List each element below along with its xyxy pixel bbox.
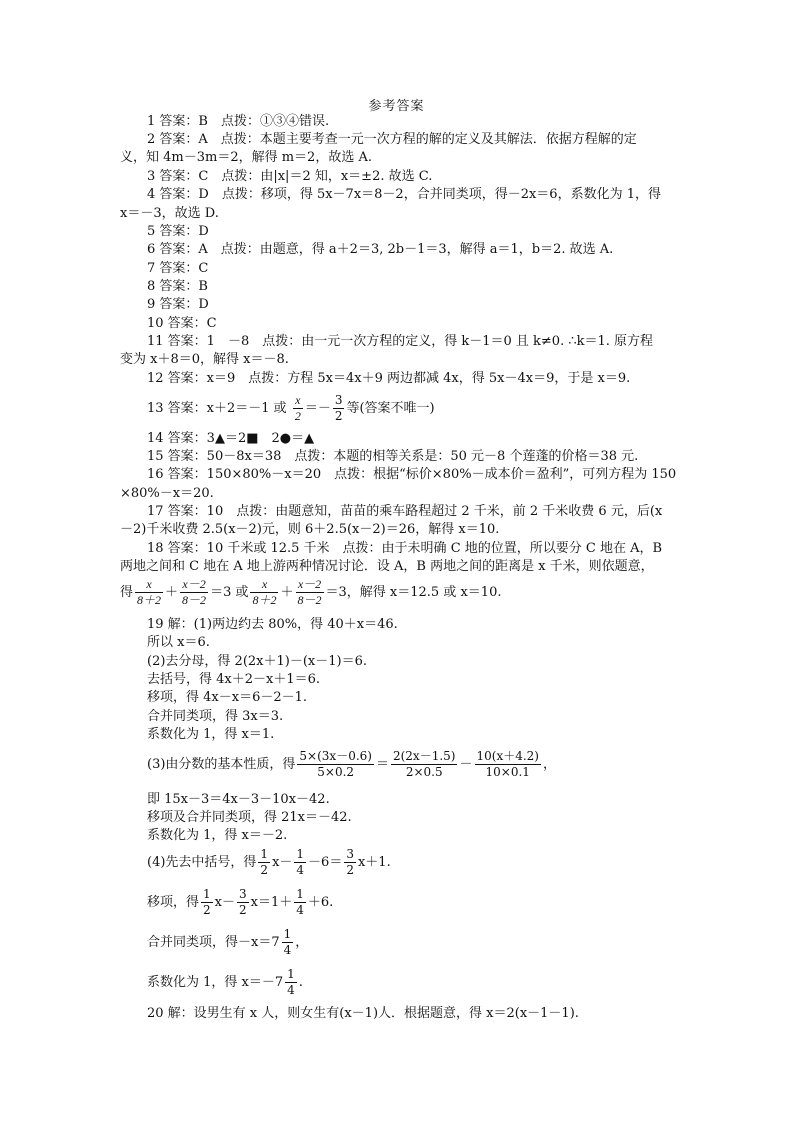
denominator: 8＋2 xyxy=(252,593,277,607)
answer-14: 14 答案：3▲＝2■ 2●＝▲ xyxy=(147,431,315,446)
text: 合并同类项，得－x＝7 xyxy=(147,935,280,950)
denominator: 8－2 xyxy=(297,593,322,607)
answer-16-line-1: 16 答案：150×80%－x＝20 点拨：根据“标价×80%－成本价＝盈利”，可列方程为 150 xyxy=(147,467,677,482)
text: ＝3，解得 x＝12.5 或 x＝10. xyxy=(325,585,502,600)
fraction xyxy=(293,393,303,424)
fraction xyxy=(250,577,278,608)
fraction xyxy=(201,887,213,918)
answer-11-line-2: 变为 x＋8＝0，解得 x＝－8. xyxy=(120,352,289,367)
answer-19-line-2: 所以 x＝6. xyxy=(147,635,210,650)
denominator: 10×0.1 xyxy=(485,765,530,779)
denominator: 2 xyxy=(239,903,247,917)
fraction xyxy=(180,577,208,608)
answer-18-line-2: 两地之间和 C 地在 A 地上游两种情况讨论．设 A，B 两地之间的距离是 x 千米，则依题意， xyxy=(120,559,654,574)
answer-18-line-1: 18 答案：10 千米或 12.5 千米 点拨：由于未明确 C 地的位置，所以要分 C 地在 A，B xyxy=(147,541,663,556)
answer-2-line-1: 2 答案：A 点拨：本题主要考查一元一次方程的解的定义及其解法．依据方程解的定 xyxy=(147,132,637,147)
text: x－ xyxy=(214,895,235,910)
answer-8: 8 答案：B xyxy=(147,279,208,294)
denominator: 2 xyxy=(203,903,211,917)
numerator: x xyxy=(250,577,278,593)
text: . xyxy=(298,975,303,990)
answer-17-line-2: －2)千米收费 2.5(x－2)元，则 6＋2.5(x－2)＝26，解得 x＝10. xyxy=(120,522,500,537)
fraction xyxy=(294,847,306,878)
answer-19-line-3: (2)去分母，得 2(2x＋1)－(x－1)＝6. xyxy=(147,654,367,669)
answer-19-part-3 xyxy=(147,746,556,784)
text: － xyxy=(459,757,473,772)
fraction xyxy=(294,887,306,918)
answer-19-line-1: 19 解：(1)两边约去 80%，得 40＋x＝46. xyxy=(147,617,398,632)
denominator: 8－2 xyxy=(182,593,207,607)
numerator: 1 xyxy=(296,887,304,901)
denominator: 5×0.2 xyxy=(317,765,355,779)
numerator: 3 xyxy=(346,847,354,861)
answer-1: 1 答案：B 点拨：①③④错误. xyxy=(147,114,330,129)
text: －6＝ xyxy=(308,855,343,870)
answer-13 xyxy=(147,392,435,426)
text: (4)先去中括号，得 xyxy=(147,855,257,870)
fraction xyxy=(333,393,345,424)
answer-12: 12 答案：x＝9 点拨：方程 5x＝4x＋9 两边都减 4x，得 5x－4x＝9，于是 x＝9. xyxy=(147,371,631,386)
fraction xyxy=(237,887,249,918)
numerator: 1 xyxy=(260,847,269,861)
text: ＝ xyxy=(375,757,389,772)
answer-19-line-4: 去括号，得 4x＋2－x＋1＝6. xyxy=(147,672,321,687)
fraction xyxy=(297,749,374,780)
denominator: 4 xyxy=(287,983,295,997)
answer-19-line-9: 即 15x－3＝4x－3－10x－42. xyxy=(147,792,330,807)
answer-17-line-1: 17 答案：10 点拨：由题意知，苗苗的乘车路程超过 2 千米，前 2 千米收费 6 元，后(x xyxy=(147,504,663,519)
text: ＋ xyxy=(165,585,179,600)
answer-19-transpose xyxy=(147,886,333,920)
numerator: x xyxy=(293,393,303,409)
numerator: 10(x＋4.2) xyxy=(476,749,539,763)
answer-5: 5 答案：D xyxy=(147,224,209,239)
answer-9: 9 答案：D xyxy=(147,297,209,312)
text: ＝3 或 xyxy=(210,585,249,600)
text: ， xyxy=(295,935,309,950)
answer-10: 10 答案：C xyxy=(147,316,217,331)
fraction xyxy=(135,577,163,608)
fraction xyxy=(475,749,542,780)
text: (3)由分数的基本性质，得 xyxy=(147,757,296,772)
answer-4-line-2: x＝－3，故选 D. xyxy=(120,206,219,221)
answer-19-line-5: 移项，得 4x－x＝6－2－1. xyxy=(147,690,308,705)
numerator: x xyxy=(135,577,163,593)
numerator: 2(2x－1.5) xyxy=(392,749,456,763)
denominator: 2 xyxy=(346,863,354,877)
denominator: 2 xyxy=(260,863,269,877)
fraction xyxy=(391,749,458,780)
denominator: 4 xyxy=(283,943,292,957)
numerator: 3 xyxy=(239,887,247,901)
answer-15: 15 答案：50－8x＝38 点拨：本题的相等关系是：50 元－8 个莲蓬的价格＝38 元. xyxy=(147,449,639,464)
fraction xyxy=(282,927,294,958)
denominator: 4 xyxy=(296,863,305,877)
page-title: 参考答案 xyxy=(368,99,425,114)
denominator: 2 xyxy=(334,409,343,423)
answer-19-combine xyxy=(147,926,308,960)
fraction xyxy=(258,847,270,878)
answer-11-line-1: 11 答案：1 －8 点拨：由一元一次方程的定义，得 k－1＝0 且 k≠0. ∴k＝1. 原方程 xyxy=(147,334,654,349)
fraction xyxy=(296,577,324,608)
answer-19-line-6: 合并同类项，得 3x＝3. xyxy=(147,709,284,724)
answer-13-mid: ＝－ xyxy=(304,401,331,416)
answer-13-prefix: 13 答案：x＋2＝－1 或 xyxy=(147,401,287,416)
answer-19-result xyxy=(147,966,303,1000)
numerator: 1 xyxy=(296,847,305,861)
denominator: 8＋2 xyxy=(137,593,162,607)
denominator: 4 xyxy=(296,903,304,917)
answer-6: 6 答案：A 点拨：由题意，得 a＋2＝3, 2b－1＝3，解得 a＝1，b＝2. 故选 A. xyxy=(147,242,614,257)
numerator: x－2 xyxy=(180,577,208,593)
text: 得 xyxy=(120,585,134,600)
text: 移项，得 xyxy=(147,895,200,910)
numerator: 1 xyxy=(287,967,295,981)
answer-3: 3 答案：C 点拨：由|x|＝2 知，x＝±2. 故选 C. xyxy=(147,169,433,184)
answer-19-line-10: 移项及合并同类项，得 21x＝－42. xyxy=(147,810,352,825)
numerator: 1 xyxy=(203,887,211,901)
text: 系数化为 1，得 x＝－7 xyxy=(147,975,284,990)
numerator: 5×(3x－0.6) xyxy=(299,749,372,763)
answer-2-line-2: 义，知 4m－3m＝2，解得 m＝2，故选 A. xyxy=(120,150,372,165)
answer-4-line-1: 4 答案：D 点拨：移项，得 5x－7x＝8－2，合并同类项，得－2x＝6，系数化为 1，得 xyxy=(147,187,661,202)
fraction xyxy=(285,967,297,998)
text: x＝1＋ xyxy=(250,895,293,910)
numerator: 1 xyxy=(283,927,292,941)
answer-19-line-11: 系数化为 1，得 x＝－2. xyxy=(147,828,288,843)
answer-18-line-3 xyxy=(120,576,501,610)
answer-7: 7 答案：C xyxy=(147,261,209,276)
text: x＋1. xyxy=(357,855,391,870)
text: ＋6. xyxy=(307,895,334,910)
numerator: 3 xyxy=(334,393,343,407)
answer-16-line-2: ×80%－x＝20. xyxy=(120,486,214,501)
answer-13-suffix: 等(答案不唯一) xyxy=(346,401,435,416)
fraction xyxy=(344,847,356,878)
denominator: 2×0.5 xyxy=(405,765,443,779)
answer-19-part-4 xyxy=(147,846,391,880)
numerator: x－2 xyxy=(296,577,324,593)
text: ＋ xyxy=(280,585,294,600)
text: x－ xyxy=(272,855,293,870)
denominator: 2 xyxy=(294,409,301,423)
answer-19-line-7: 系数化为 1，得 x＝1. xyxy=(147,727,275,742)
text: ， xyxy=(543,757,557,772)
answer-20: 20 解：设男生有 x 人，则女生有(x－1)人．根据题意，得 x＝2(x－1－1). xyxy=(147,1006,579,1021)
